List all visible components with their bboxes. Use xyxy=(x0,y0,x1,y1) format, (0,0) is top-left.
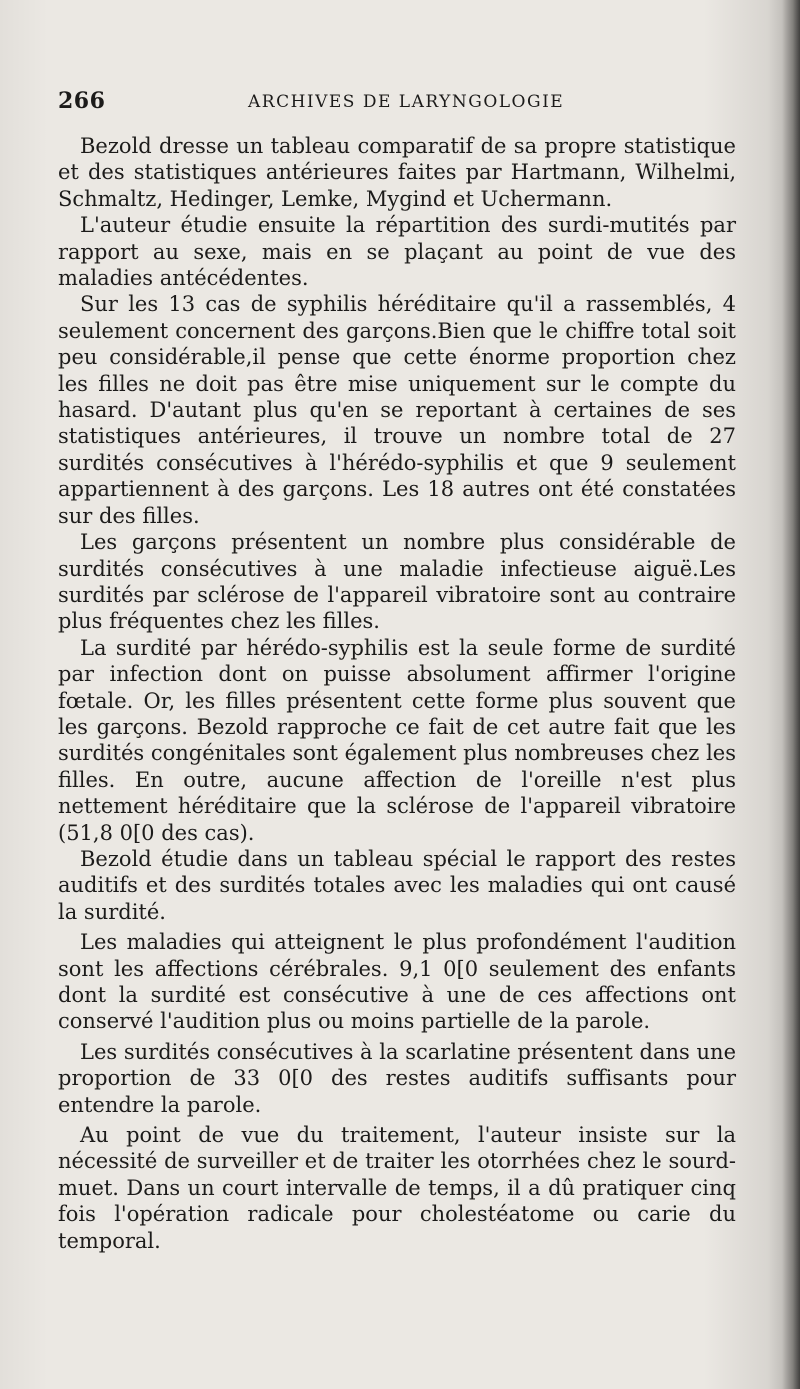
paragraph: L'auteur étudie ensuite la répartition des surdi-mutités par rapport au sexe, mais en se plaçant au point de vue des maladies antécédentes. xyxy=(58,213,736,291)
paragraph: Les garçons présentent un nombre plus considérable de surdités consécutives à une maladie infectieuse aiguë.Les surdités par sclérose de l'appareil vibratoire sont au contraire plus fréquentes chez les filles. xyxy=(58,530,736,634)
journal-title: ARCHIVES DE LARYNGOLOGIE xyxy=(248,92,565,112)
paragraph: La surdité par hérédo-syphilis est la seule forme de surdité par infection dont on puisse absolument affirmer l'origine fœtale. Or, les filles présentent cette forme plus souvent que les garçons. Bezold rapproche ce fait de cet autre fait que les surdités congénitales sont également plus nombreuses chez les filles. En outre, aucune affection de l'oreille n'est plus nettement héréditaire que la sclérose de l'appareil vibratoire (51,8 0[0 des cas). xyxy=(58,635,736,845)
paragraph: Bezold dresse un tableau comparatif de sa propre statistique et des statistiques antérieures faites par Hartmann, Wilhelmi, Schmaltz, Hedinger, Lemke, Mygind et Uchermann. xyxy=(58,134,736,211)
body-text xyxy=(58,133,736,1254)
paragraph: Les maladies qui atteignent le plus profondément l'audition sont les affections cérébrales. 9,1 0[0 seulement des enfants dont la surdité est consécutive à une de ces affections ont conservé l'audition plus ou moins partielle de la parole. xyxy=(58,930,736,1034)
page-edge-shadow xyxy=(782,0,800,1389)
running-head xyxy=(58,84,748,120)
paragraph: Bezold étudie dans un tableau spécial le rapport des restes auditifs et des surdités totales avec les maladies qui ont causé la surdité. xyxy=(58,846,736,924)
paragraph: Les surdités consécutives à la scarlatine présentent dans une proportion de 33 0[0 des restes auditifs suffisants pour entendre la parole. xyxy=(58,1039,736,1117)
paragraph: Au point de vue du traitement, l'auteur insiste sur la nécessité de surveiller et de traiter les otorrhées chez le sourd-muet. Dans un court intervalle de temps, il a dû pratiquer cinq fois l'opération radicale pour cholestéatome ou carie du temporal. xyxy=(58,1123,736,1253)
page-number: 266 xyxy=(58,88,106,114)
paragraph: Sur les 13 cas de syphilis héréditaire qu'il a rassemblés, 4 seulement concernent des garçons.Bien que le chiffre total soit peu considérable,il pense que cette énorme proportion chez les filles ne doit pas être mise uniquement sur le compte du hasard. D'autant plus qu'en se reportant à certaines de ses statistiques antérieures, il trouve un nombre total de 27 surdités consécutives à l'hérédo-syphilis et que 9 seulement appartiennent à des garçons. Les 18 autres ont été constatées sur des filles. xyxy=(58,292,736,528)
